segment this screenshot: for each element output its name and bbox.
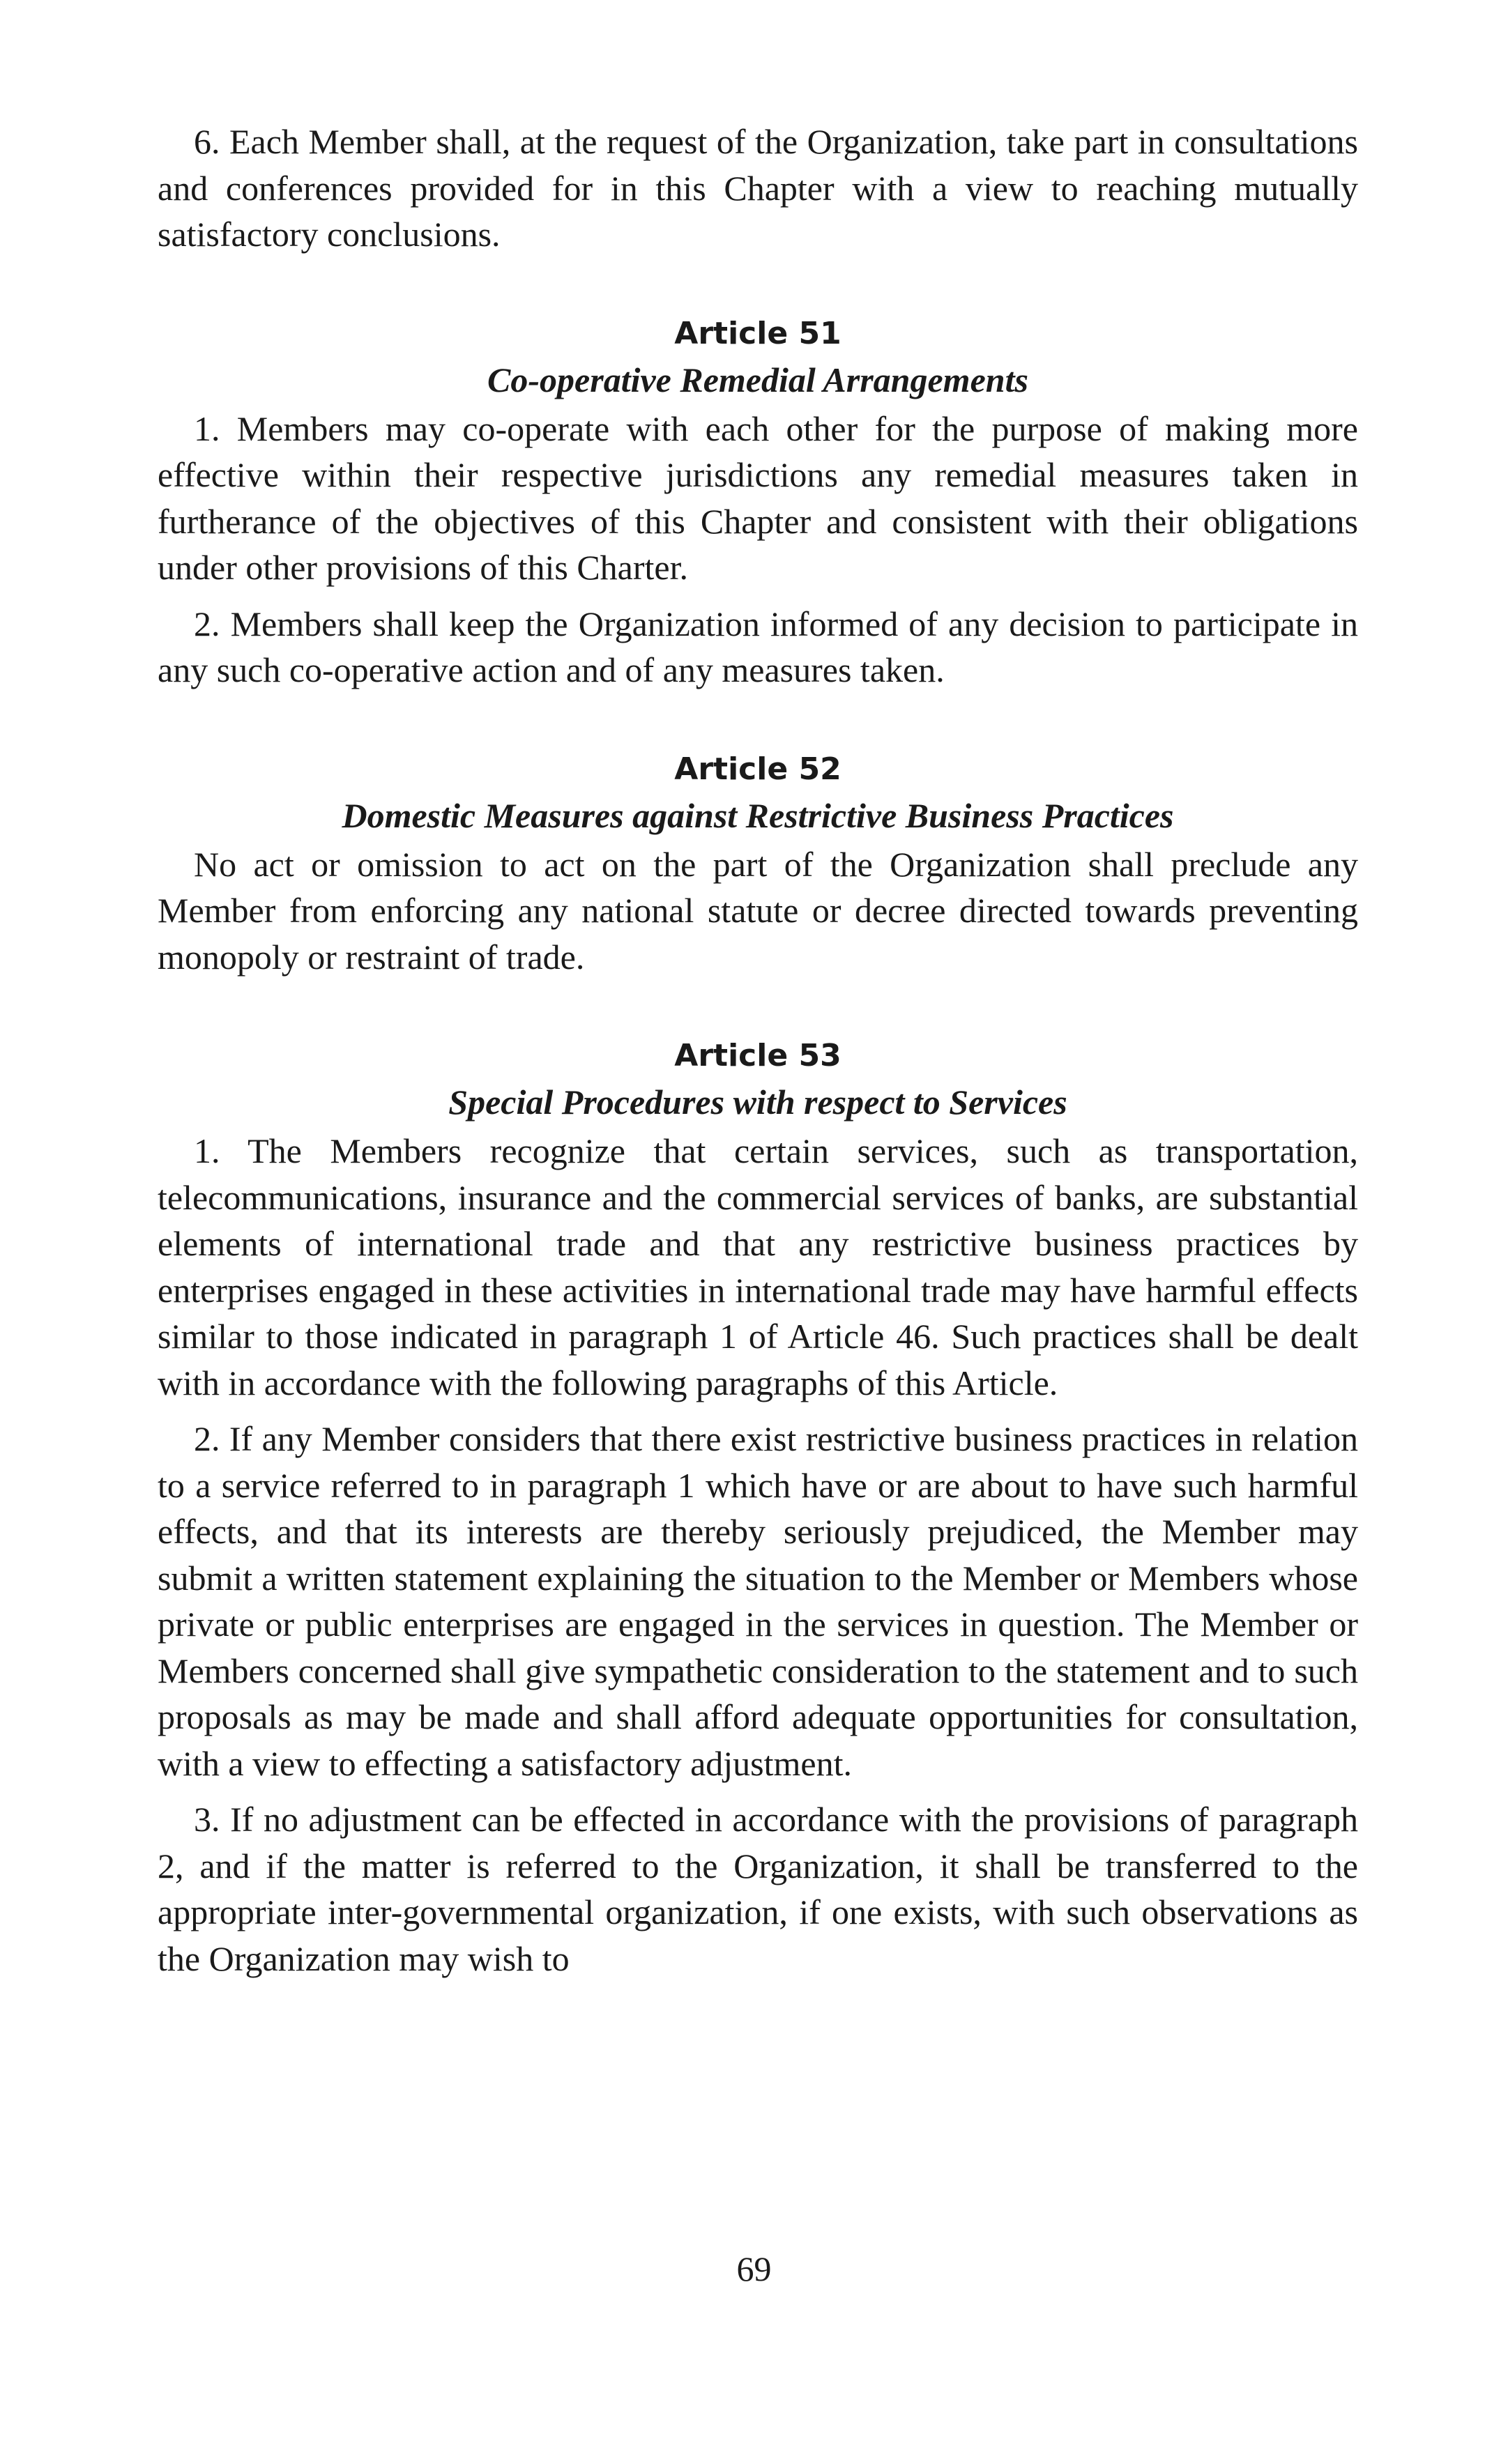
article-subtitle: Domestic Measures against Restrictive Business Practices xyxy=(342,795,1174,835)
page-number: 69 xyxy=(736,2249,772,2288)
article-53 xyxy=(158,1033,1358,1982)
paragraph: 2. Members shall keep the Organization informed of any decision to participate in any such co-operative action and of any measures taken. xyxy=(158,604,1358,689)
article-51 xyxy=(158,311,1358,694)
article-heading: Article 53 xyxy=(674,1038,841,1073)
paragraph: 1. The Members recognize that certain services, such as transportation, telecommunications, insurance and the commercial services of banks, are substantial elements of international trade and that any restrictive business practices by enterprises engaged in these activities in international trade may have harmful effects similar to those indicated in paragraph 1 of Article 46. Such practices shall be dealt with in accordance with the following paragraphs of this Article. xyxy=(158,1131,1358,1402)
paragraph: 1. Members may co-operate with each other for the purpose of making more effective within their respective jurisdictions any remedial measures taken in furtherance of the objectives of this Chapter and consistent with their obligations under other provisions of this Charter. xyxy=(158,408,1358,587)
paragraph-intro: 6. Each Member shall, at the request of the Organization, take part in consultations and conferences provided for in this Chapter with a view to reaching mutually satisfactory conclusions. xyxy=(158,122,1358,254)
article-heading: Article 52 xyxy=(674,751,841,787)
paragraph: 3. If no adjustment can be effected in accordance with the provisions of paragraph 2, and if the matter is referred to the Organization, it shall be transferred to the appropriate inter-governmental organization, if one exists, with such observations as the Organization may wish to xyxy=(158,1800,1358,1978)
article-52 xyxy=(158,747,1358,981)
article-subtitle: Special Procedures with respect to Services xyxy=(448,1082,1067,1122)
paragraph: 2. If any Member considers that there exist restrictive business practices in relation to a service referred to in paragraph 1 which have or are about to have such harmful effects, and that its interests are thereby seriously prejudiced, the Member may submit a written statement explaining the situation to the Member or Members whose private or public enterprises are engaged in the services in question. The Member or Members concerned shall give sympathetic consideration to the statement and to such proposals as may be made and shall afford adequate opportunities for consultation, with a view to effecting a satisfactory adjustment. xyxy=(158,1419,1358,1783)
article-heading: Article 51 xyxy=(674,315,841,351)
document-page xyxy=(158,118,1358,1982)
article-subtitle: Co-operative Remedial Arrangements xyxy=(487,360,1028,399)
paragraph: No act or omission to act on the part of the Organization shall preclude any Member from enforcing any national statute or decree directed towards preventing monopoly or restraint of trade. xyxy=(158,844,1358,977)
